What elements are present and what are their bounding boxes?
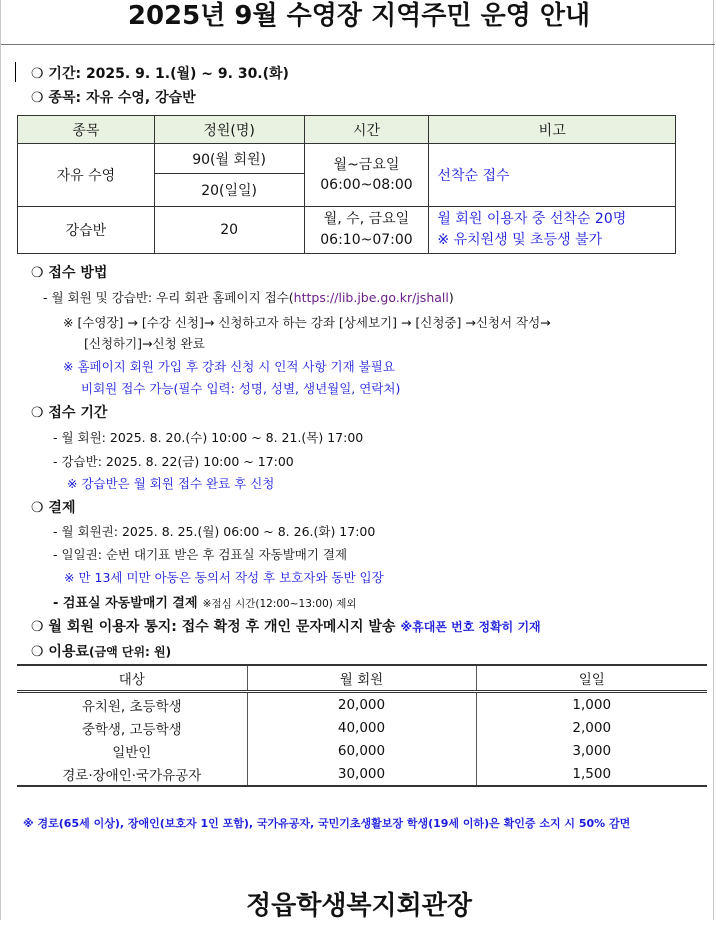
application-method-suffix: ) xyxy=(448,290,454,305)
free-swim-time xyxy=(304,144,429,207)
class-note-line1: 월 회원 이용자 중 선착순 20명 xyxy=(437,211,627,227)
fees-unit: (금액 단위: 원) xyxy=(89,645,172,659)
table-row xyxy=(17,692,707,717)
fee-daily: 1,000 xyxy=(476,692,707,717)
period-line: ❍ 기간: 2025. 9. 1.(월) ~ 9. 30.(화) xyxy=(31,66,289,82)
class-note xyxy=(429,207,676,254)
fees-heading: ❍ 이용료 xyxy=(31,644,89,660)
notice-text: ❍ 월 회원 이용자 통지: 접수 확정 후 개인 문자메시지 발송 xyxy=(31,619,396,635)
class-capacity: 20 xyxy=(154,207,304,254)
payment-monthly: - 월 회원권: 2025. 8. 25.(월) 06:00 ~ 8. 26.(화) 17:00 xyxy=(53,524,376,539)
application-note-2: 비회원 접수 가능(필수 입력: 성명, 성별, 생년월일, 연락처) xyxy=(81,381,401,396)
table-row xyxy=(17,762,707,786)
class-note-line2: ※ 유치원생 및 초등생 불가 xyxy=(437,232,603,248)
fee-monthly: 30,000 xyxy=(247,762,476,786)
class-hours: 06:10~07:00 xyxy=(320,232,413,248)
col-header-time: 시간 xyxy=(304,116,429,144)
schedule-table xyxy=(17,115,676,254)
notice-line xyxy=(31,616,541,636)
fee-col-target: 대상 xyxy=(17,665,247,692)
fee-col-monthly: 월 회원 xyxy=(247,665,476,692)
payment-daily: - 일일권: 순번 대기표 받은 후 검표실 자동발매기 결제 xyxy=(53,547,348,562)
fee-target: 경로·장애인·국가유공자 xyxy=(17,762,247,786)
free-swim-name: 자유 수영 xyxy=(18,144,155,207)
program-line: ❍ 종목: 자유 수영, 강습반 xyxy=(31,90,196,106)
free-swim-capacity-daily: 20(일일) xyxy=(154,174,304,207)
homepage-link[interactable]: https://lib.jbe.go.kr/jshall xyxy=(293,290,449,305)
period-monthly: - 월 회원: 2025. 8. 20.(수) 10:00 ~ 8. 21.(목) 17:00 xyxy=(53,430,364,445)
col-header-capacity: 정원(명) xyxy=(154,116,304,144)
payment-machine-label: - 검표실 자동발매기 결제 xyxy=(53,596,198,611)
fee-monthly: 60,000 xyxy=(247,739,476,762)
schedule-table-header xyxy=(18,116,676,144)
fee-table xyxy=(17,664,707,787)
fee-target: 일반인 xyxy=(17,739,247,762)
application-period-heading: ❍ 접수 기간 xyxy=(31,405,108,421)
notice-note: ※휴대폰 번호 정확히 기재 xyxy=(400,620,541,634)
table-row xyxy=(17,716,707,739)
period-class: - 강습반: 2025. 8. 22(금) 10:00 ~ 17:00 xyxy=(53,454,294,469)
table-row xyxy=(17,739,707,762)
footer-signature: 정읍학생복지회관장 xyxy=(245,891,473,921)
application-method-heading: ❍ 접수 방법 xyxy=(31,265,108,281)
fee-daily: 3,000 xyxy=(476,739,707,762)
free-swim-note: 선착순 접수 xyxy=(429,144,676,207)
fee-monthly: 40,000 xyxy=(247,716,476,739)
free-swim-days: 월~금요일 xyxy=(333,157,400,173)
application-note-1: ※ 홈페이지 회원 가입 후 강좌 신청 시 인적 사항 기재 불필요 xyxy=(63,359,395,374)
application-steps-1: ※ [수영장] → [수강 신청]→ 신청하고자 하는 강좌 [상세보기] → [신청중] →신청서 작성→ xyxy=(63,315,551,330)
period-note: ※ 강습반은 월 회원 접수 완료 후 신청 xyxy=(67,476,275,491)
discount-note: ※ 경로(65세 이상), 장애인(보호자 1인 포함), 국가유공자, 국민기초생활보장 학생(19세 이하)은 확인증 소지 시 50% 감면 xyxy=(23,817,631,830)
class-days: 월, 수, 금요일 xyxy=(323,211,410,227)
class-name: 강습반 xyxy=(18,207,155,254)
application-method-line xyxy=(43,288,454,306)
application-method-prefix: - 월 회원 및 강습반: 우리 회관 홈페이지 접수( xyxy=(43,290,294,305)
payment-machine-note: ※점심 시간(12:00~13:00) 제외 xyxy=(202,598,357,610)
fee-target: 유치원, 초등학생 xyxy=(17,692,247,717)
fees-heading-line xyxy=(31,641,171,661)
table-row xyxy=(18,207,676,254)
fee-table-header xyxy=(17,665,707,692)
payment-note: ※ 만 13세 미만 아동은 동의서 작성 후 보호자와 동반 입장 xyxy=(64,570,384,585)
fee-daily: 2,000 xyxy=(476,716,707,739)
payment-machine-line xyxy=(53,592,357,611)
col-header-note: 비고 xyxy=(429,116,676,144)
class-time xyxy=(304,207,429,254)
fee-daily: 1,500 xyxy=(476,762,707,786)
payment-heading: ❍ 결제 xyxy=(31,500,76,516)
fee-col-daily: 일일 xyxy=(476,665,707,692)
free-swim-capacity-monthly: 90(월 회원) xyxy=(154,144,304,174)
fee-monthly: 20,000 xyxy=(247,692,476,717)
text-cursor xyxy=(15,62,16,82)
col-header-program: 종목 xyxy=(18,116,155,144)
application-steps-2: [신청하기]→신청 완료 xyxy=(84,336,205,351)
title-divider xyxy=(1,44,715,45)
page-title: 2025년 9월 수영장 지역주민 운영 안내 xyxy=(127,1,591,31)
free-swim-hours: 06:00~08:00 xyxy=(320,177,413,193)
fee-target: 중학생, 고등학생 xyxy=(17,716,247,739)
table-row xyxy=(18,144,676,174)
